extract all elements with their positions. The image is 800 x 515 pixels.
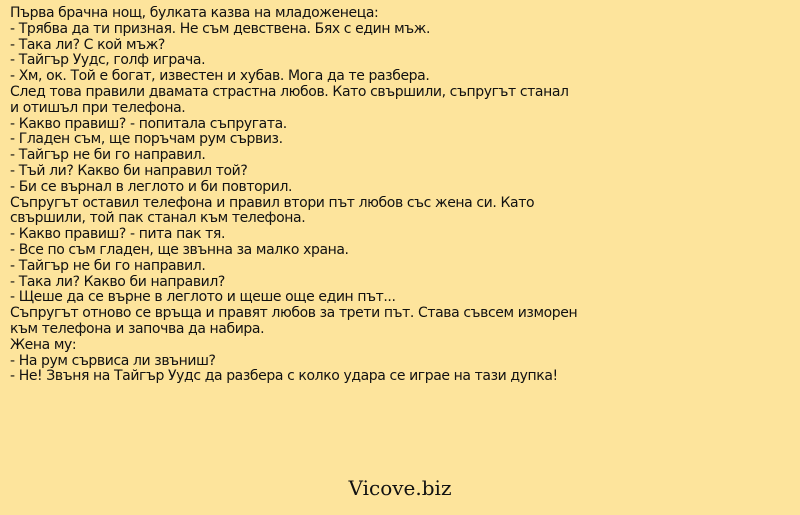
joke-text	[10, 6, 790, 385]
joke-line: Жена му:	[10, 337, 77, 353]
joke-line: свършили, той пак станал към телефона.	[10, 211, 306, 227]
joke-line: - Тъй ли? Какво би направил той?	[10, 163, 248, 179]
joke-line: към телефона и започва да набира.	[10, 321, 265, 337]
joke-line: Първа брачна нощ, булката казва на младоженеца:	[10, 6, 379, 21]
joke-line: и отишъл при телефона.	[10, 100, 186, 116]
joke-line: Съпругът оставил телефона и правил втори път любов със жена си. Като	[10, 195, 535, 211]
joke-line: Съпругът отново се връща и правят любов за трети път. Става съвсем изморен	[10, 306, 578, 322]
joke-line: - Какво правиш? - пита пак тя.	[10, 227, 226, 243]
joke-line: - Тайгър не би го направил.	[10, 148, 206, 164]
joke-line: - Не! Звъня на Тайгър Уудс да разбера с колко удара се играе на тази дупка!	[10, 369, 558, 385]
site-footer-link[interactable]: Vicove.biz	[348, 476, 452, 500]
joke-line: - Тайгър не би го направил.	[10, 258, 206, 274]
joke-line: - Гладен съм, ще поръчам рум сървиз.	[10, 132, 283, 148]
joke-line: - Хм, ок. Той е богат, известен и хубав. Мога да те разбера.	[10, 69, 430, 85]
joke-line: - Какво правиш? - попитала съпругата.	[10, 116, 287, 132]
joke-line: - Тайгър Уудс, голф играча.	[10, 53, 206, 69]
joke-line: След това правили двамата страстна любов. Като свършили, съпругът станал	[10, 84, 569, 100]
joke-line: - На рум сървиса ли звъниш?	[10, 353, 216, 369]
joke-line: - Би се върнал в леглото и би повторил.	[10, 179, 293, 195]
joke-line: - Все по съм гладен, ще звънна за малко храна.	[10, 242, 349, 258]
joke-line: - Трябва да ти призная. Не съм девствена. Бях с един мъж.	[10, 21, 431, 37]
joke-line: - Щеше да се върне в леглото и щеше още един път...	[10, 290, 396, 306]
joke-line: - Така ли? Какво би направил?	[10, 274, 225, 290]
joke-line: - Така ли? С кой мъж?	[10, 37, 165, 53]
